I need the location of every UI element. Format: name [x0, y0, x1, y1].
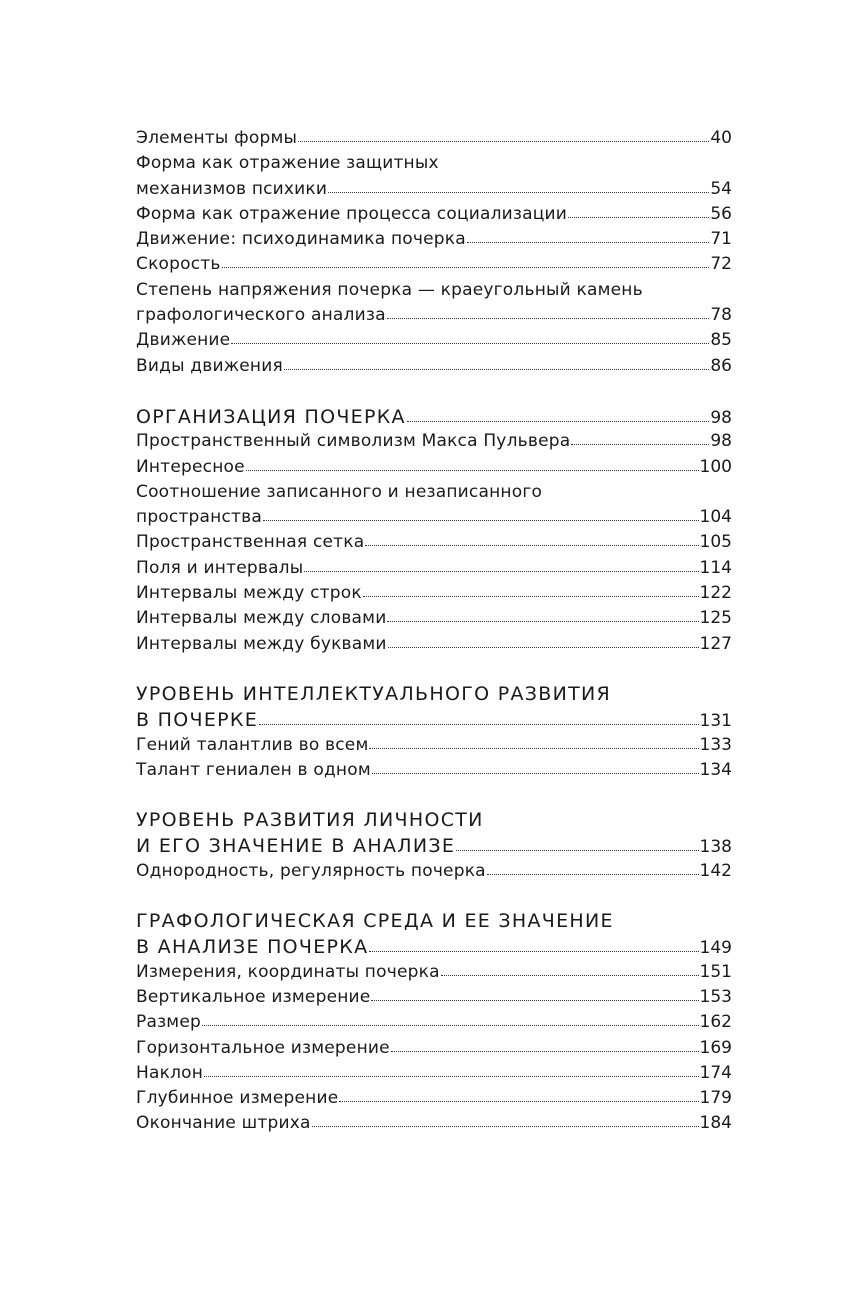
dot-leader [388, 632, 699, 649]
toc-line [136, 328, 732, 353]
entry-text: Глубинное измерение [136, 1088, 339, 1109]
page-number: 162 [699, 1012, 732, 1033]
entry-text: Горизонтальное измерение [136, 1037, 390, 1058]
entry-text: Размер [136, 1012, 201, 1033]
dot-leader [328, 177, 709, 194]
dot-leader [284, 354, 709, 371]
table-of-contents [136, 126, 732, 1137]
page-number: 179 [699, 1088, 732, 1109]
page-number: 85 [710, 330, 732, 351]
toc-section [136, 909, 732, 1137]
page-number: 169 [699, 1037, 732, 1058]
toc-line [136, 985, 732, 1010]
toc-line [136, 581, 732, 606]
toc-line [136, 1061, 732, 1086]
toc-line [136, 1086, 732, 1111]
toc-section [136, 808, 732, 884]
toc-line [136, 682, 732, 707]
toc-heading-entry[interactable] [136, 404, 732, 429]
toc-line [136, 556, 732, 581]
dot-leader [441, 960, 699, 977]
toc-entry[interactable] [136, 252, 732, 277]
page-number: 71 [710, 229, 732, 250]
toc-entry[interactable] [136, 960, 732, 985]
entry-text: Однородность, регулярность почерка [136, 860, 486, 881]
dot-leader [487, 859, 699, 876]
page-number: 122 [699, 583, 732, 604]
section-gap [136, 379, 732, 404]
dot-leader [246, 455, 699, 472]
entry-text: механизмов психики [136, 178, 328, 199]
toc-line [136, 934, 732, 959]
dot-leader [202, 1010, 699, 1027]
heading-text: ОРГАНИЗАЦИЯ ПОЧЕРКА [136, 405, 406, 428]
entry-text: Интервалы между строк [136, 583, 362, 604]
entry-text: Пространственный символизм Макса Пульвера [136, 431, 571, 452]
page-number: 72 [710, 254, 732, 275]
toc-entry[interactable] [136, 455, 732, 480]
entry-text: Наклон [136, 1062, 204, 1083]
toc-heading-entry[interactable] [136, 909, 732, 960]
toc-line [136, 278, 732, 303]
toc-line [136, 354, 732, 379]
toc-heading-entry[interactable] [136, 808, 732, 859]
toc-line [136, 303, 732, 328]
dot-leader [387, 606, 698, 623]
page-number: 98 [710, 407, 732, 428]
toc-entry[interactable] [136, 202, 732, 227]
entry-text: Поля и интервалы [136, 557, 304, 578]
page-number: 40 [710, 128, 732, 148]
dot-leader [259, 707, 699, 726]
dot-leader [407, 404, 710, 423]
toc-section [136, 126, 732, 379]
page-number: 105 [699, 532, 732, 553]
toc-line [136, 480, 732, 505]
toc-line [136, 909, 732, 934]
dot-leader [467, 227, 710, 244]
entry-text: Окончание штриха [136, 1113, 311, 1134]
toc-line [136, 632, 732, 657]
toc-entry[interactable] [136, 632, 732, 657]
dot-leader [372, 758, 699, 775]
toc-entry[interactable] [136, 1036, 732, 1061]
entry-text: Форма как отражение защитных [136, 153, 439, 174]
page-number: 100 [699, 456, 732, 477]
toc-line [136, 530, 732, 555]
toc-entry[interactable] [136, 227, 732, 252]
page-number: 125 [699, 608, 732, 629]
entry-text: Измерения, координаты почерка [136, 961, 440, 982]
page-number: 86 [710, 355, 732, 376]
toc-line [136, 505, 732, 530]
dot-leader [263, 505, 699, 522]
toc-line [136, 606, 732, 631]
toc-line [136, 1010, 732, 1035]
dot-leader [365, 530, 698, 547]
toc-line [136, 151, 732, 176]
entry-text: пространства [136, 507, 262, 528]
toc-line [136, 960, 732, 985]
page-number: 56 [710, 203, 732, 224]
toc-entry[interactable] [136, 985, 732, 1010]
entry-text: Талант гениален в одном [136, 759, 371, 780]
dot-leader [568, 202, 709, 219]
heading-text: ГРАФОЛОГИЧЕСКАЯ СРЕДА И ЕЕ ЗНАЧЕНИЕ [136, 910, 614, 933]
dot-leader [387, 303, 710, 320]
dot-leader [369, 733, 698, 750]
dot-leader [304, 556, 698, 573]
dot-leader [298, 126, 709, 143]
toc-entry[interactable] [136, 1086, 732, 1111]
toc-entry[interactable] [136, 429, 732, 454]
entry-text: Скорость [136, 254, 221, 275]
toc-entry[interactable] [136, 354, 732, 379]
page-number: 134 [699, 759, 732, 780]
heading-text: УРОВЕНЬ РАЗВИТИЯ ЛИЧНОСТИ [136, 809, 484, 832]
page-number: 138 [699, 837, 732, 858]
page-number: 131 [699, 711, 732, 732]
entry-text: Вертикальное измерение [136, 986, 371, 1007]
toc-entry[interactable] [136, 581, 732, 606]
entry-text: Элементы формы [136, 128, 298, 148]
dot-leader [391, 1036, 699, 1053]
toc-line [136, 1036, 732, 1061]
entry-text: Соотношение записанного и незаписанного [136, 481, 543, 502]
page-number: 54 [710, 178, 732, 199]
toc-line [136, 733, 732, 758]
dot-leader [222, 252, 710, 269]
toc-line [136, 429, 732, 454]
toc-entry[interactable] [136, 151, 732, 202]
toc-line [136, 808, 732, 833]
dot-leader [312, 1111, 699, 1128]
entry-text: Интересное [136, 456, 245, 477]
toc-section [136, 682, 732, 783]
toc-entry[interactable] [136, 733, 732, 758]
toc-heading-entry[interactable] [136, 682, 732, 733]
toc-entry[interactable] [136, 480, 732, 531]
toc-entry[interactable] [136, 278, 732, 329]
dot-leader [571, 429, 709, 446]
entry-text: Виды движения [136, 355, 283, 376]
toc-entry[interactable] [136, 606, 732, 631]
heading-text: УРОВЕНЬ ИНТЕЛЛЕКТУАЛЬНОГО РАЗВИТИЯ [136, 682, 612, 705]
page-number: 98 [710, 431, 732, 452]
entry-text: Гений талантлив во всем [136, 734, 369, 755]
toc-line [136, 227, 732, 252]
section-gap [136, 657, 732, 682]
toc-entry[interactable] [136, 556, 732, 581]
section-gap [136, 783, 732, 808]
dot-leader [456, 833, 698, 852]
section-gap [136, 884, 732, 909]
toc-line [136, 252, 732, 277]
toc-line [136, 758, 732, 783]
dot-leader [339, 1086, 698, 1103]
toc-entry[interactable] [136, 1061, 732, 1086]
toc-line [136, 833, 732, 858]
page-number: 127 [699, 633, 732, 654]
dot-leader [369, 934, 698, 953]
toc-line [136, 404, 732, 429]
toc-line [136, 707, 732, 732]
dot-leader [231, 328, 709, 345]
dot-leader [204, 1061, 698, 1078]
page-number: 174 [699, 1062, 732, 1083]
page-number: 114 [699, 557, 732, 578]
dot-leader [371, 985, 698, 1002]
entry-text: Интервалы между словами [136, 608, 387, 629]
entry-text: Степень напряжения почерка — краеугольный камень [136, 279, 643, 300]
entry-text: Форма как отражение процесса социализации [136, 203, 568, 224]
page-number: 104 [699, 507, 732, 528]
heading-text: В ПОЧЕРКЕ [136, 709, 258, 732]
toc-line [136, 455, 732, 480]
toc-entry[interactable] [136, 859, 732, 884]
toc-line [136, 859, 732, 884]
entry-text: Движение: психодинамика почерка [136, 229, 466, 250]
page-number: 149 [699, 938, 732, 959]
page-number: 153 [699, 986, 732, 1007]
toc-entry[interactable] [136, 126, 732, 151]
toc-line [136, 202, 732, 227]
entry-text: графологического анализа [136, 305, 386, 326]
toc-line [136, 177, 732, 202]
toc-line [136, 126, 732, 151]
toc-entry[interactable] [136, 328, 732, 353]
dot-leader [363, 581, 699, 598]
toc-entry[interactable] [136, 1111, 732, 1136]
toc-entry[interactable] [136, 758, 732, 783]
toc-entry[interactable] [136, 1010, 732, 1035]
page-number: 184 [699, 1113, 732, 1134]
entry-text: Пространственная сетка [136, 532, 365, 553]
entry-text: Интервалы между буквами [136, 633, 387, 654]
page-number: 133 [699, 734, 732, 755]
toc-line [136, 1111, 732, 1136]
heading-text: И ЕГО ЗНАЧЕНИЕ В АНАЛИЗЕ [136, 835, 456, 858]
entry-text: Движение [136, 330, 231, 351]
page-number: 142 [699, 860, 732, 881]
page-number: 151 [699, 961, 732, 982]
toc-section [136, 404, 732, 657]
page-number: 78 [710, 305, 732, 326]
heading-text: В АНАЛИЗЕ ПОЧЕРКА [136, 936, 369, 959]
toc-entry[interactable] [136, 530, 732, 555]
